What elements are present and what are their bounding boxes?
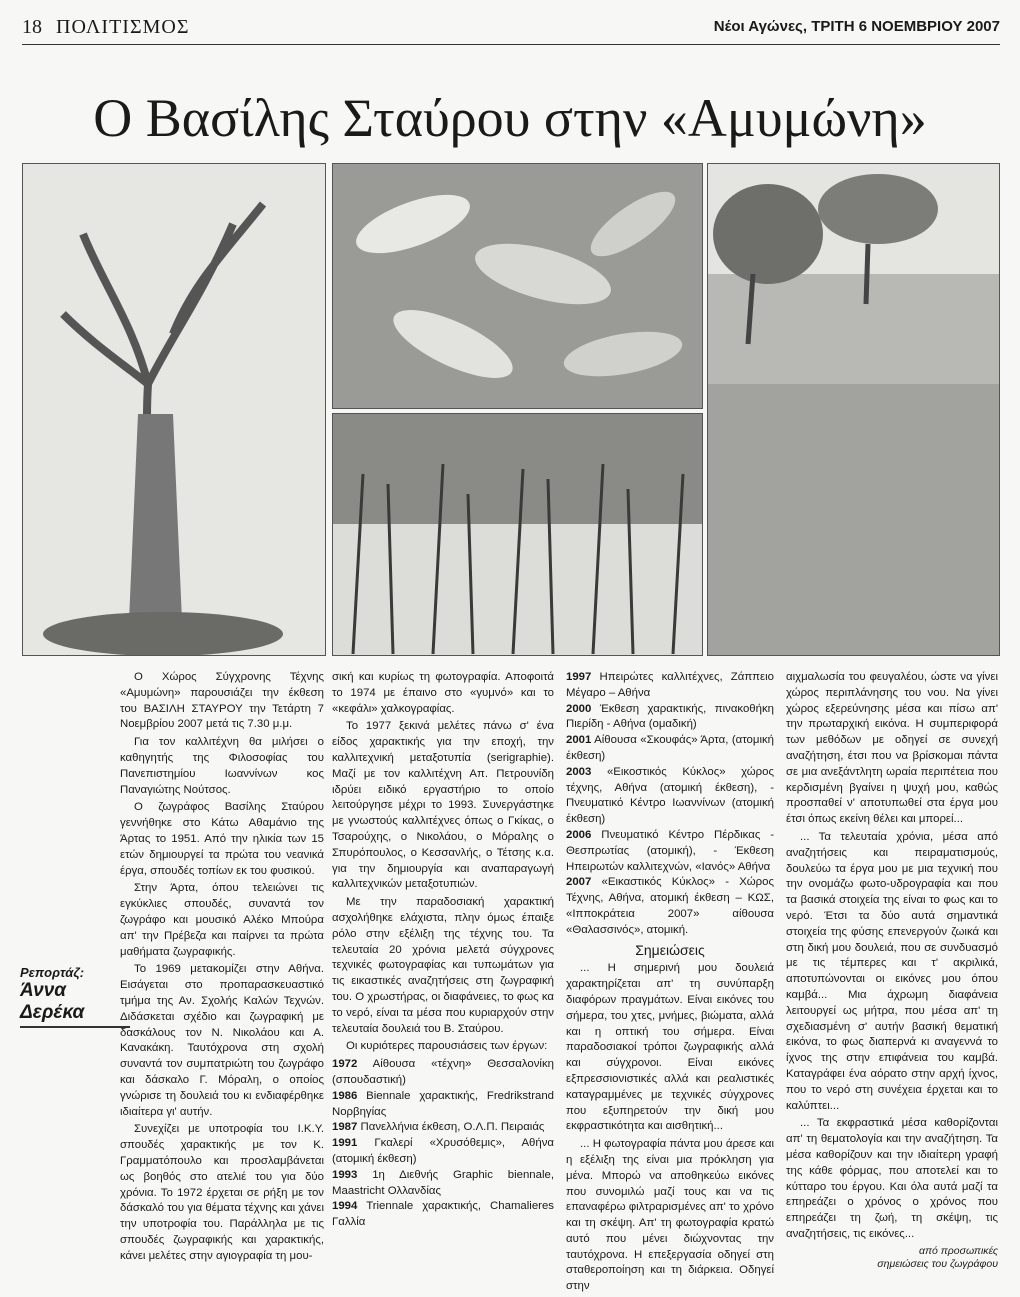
paragraph: ... Η σημερινή μου δουλειά χαρακτηρίζεται απ' τη συνύπαρξη διαφόρων πραγμάτων. Είναι εικόνες του σήμερα, του χτες, μνήμες, βιώματα, αλλά και η οπτική του σήμερα. Είναι παραδοσιακοί τρόποι ζωγραφικής αλλά και σύγχρονοι. Είναι εικόνες εξπρεσσιονιστικές αλλά και ρεαλιστικές καταγραμμένες με τεχνικές σύγχρονες που εξυπηρετούν την δική μου εκφραστικότητα και αισθητική...	[566, 962, 774, 1133]
paragraph: Συνεχίζει με υποτροφία του Ι.Κ.Υ. σπουδές χαρακτικής με τον Κ. Γραμματόπουλο και προσλαμβάνεται ως βοηθός στο ατελιέ του για δύο χρόνια. Το 1972 έρχεται σε ρήξη με τον δάσκαλό του για θέματα τέχνης και χάνει την υποτροφία του. Παράλληλα με τις σπουδές ζωγραφικής και χαρακτικής, κάνει μελέτες στην αγιογραφία τη μου-	[120, 1123, 324, 1262]
headline: Ο Βασίλης Σταύρου στην «Αμυμώνη»	[93, 88, 927, 148]
header-rule	[22, 44, 1000, 45]
list-item: 2006 Πνευματικό Κέντρο Πέρδικας - Θεσπρωτίας (ατομική), - Έκθεση Ηπειρωτών καλλιτεχνών, «Ιανός» Αθήνα	[566, 828, 774, 873]
article-column-1	[22, 670, 324, 1266]
signature-line-1: από προσωπικές	[918, 1244, 998, 1257]
paragraph: Ο ζωγράφος Βασίλης Σταύρου γεννήθηκε στο Κάτω Αθαμάνιο της Άρτας το 1951. Από την ηλικία των 15 ετών δημιουργεί τα πρώτα του νεανικά έργα, σπουδές τοπίων εκ του φυσικού.	[120, 801, 324, 877]
article-column-2	[332, 670, 554, 1231]
tree-painting	[22, 163, 326, 656]
leaves-painting	[332, 163, 703, 409]
list-item: 2007 «Εικαστικός Κύκλος» - Χώρος Τέχνης, Αθήνα, ατομική έκθεση – ΚΩΣ, «Ιπποκράτεια 2007» αίθουσα «Θαλασσινός», ατομική.	[566, 876, 774, 936]
article-column-3	[566, 670, 774, 1297]
page-number: 18	[22, 16, 42, 38]
paragraph: ... Τα εκφραστικά μέσα καθορίζονται απ' τη θεματολογία και την αναζήτηση. Τα μέσα καθορίζουν και την ιδιαίτερη γραφή της κάθε φόρμας, που αποτελεί και το κύτταρο του έργου. Και όλα αυτά μαζί τα επηρεάζει ο χρόνος ο χρόνος που επηρεάζει τη ζωή, τη σκέψη, τις αναζητήσεις, τις εικόνες...	[786, 1117, 998, 1240]
exhibition-list	[566, 670, 774, 939]
exhibition-list	[332, 1057, 554, 1231]
paragraph: Ο Χώρος Σύγχρονης Τέχνης «Αμυμώνη» παρουσιάζει την έκθεση του ΒΑΣΙΛΗ ΣΤΑΥΡΟΥ την Τετάρτη 7 Νοεμβρίου 2007 μετά τις 7.30 μ.μ.	[120, 671, 324, 731]
notes-subheading: Σημειώσεις	[635, 941, 705, 958]
list-item: 1987 Πανελλήνια έκθεση, Ο.Λ.Π. Πειραιάς	[332, 1121, 545, 1134]
paragraph: Για τον καλλιτέχνη θα μιλήσει ο καθηγητής της Φιλοσοφίας του Πανεπιστημίου Ιωαννίνων κος Παναγιώτης Νούτσος.	[120, 736, 324, 796]
list-item: 1972 Αίθουσα «τέχνη» Θεσσαλονίκη (σπουδαστική)	[332, 1058, 554, 1086]
signature-line-2: σημειώσεις του ζωγράφου	[877, 1257, 998, 1270]
paragraph: σική και κυρίως τη φωτογραφία. Αποφοιτά το 1974 με έπαινο στο «γυμνό» και το «κεφάλι» χαλκογραφίας.	[332, 671, 554, 715]
paragraph: ... Η φωτογραφία πάντα μου άρεσε και η εξέλιξη της είναι μια πρόκληση για μένα. Μπορώ να αποθηκεύω εικόνες που συνομιλώ μαζί τους και να τις επαναφέρω φιλτραρισμένες απ' το χρόνο και τη σκέψη. Απ' τη φωτογραφία κρατώ αυτό που μένει διώχνοντας την ταυτόχρονα. Η επεξεργασία οδηγεί στη σταθεροποίηση και τη διάρκεια. Οδηγεί στην	[566, 1138, 774, 1293]
paragraph: Με την παραδοσιακή χαρακτική ασχολήθηκε ελάχιστα, πλην όμως έπαιξε ρόλο στην εξέλιξη της τέχνης του. Τα τελευταία 20 χρόνια μελετά σύγχρονες τεχνικές φωτογραφίας και τυπωμάτων για τις εικαστικές αναζητήσεις στη ζωγραφική του. Ο χρωστήρας, οι διαφάνειες, το φως κα το νερό, είναι τα μέσα που κυριαρχούν στην τελευταία δουλειά του Β. Σταύρου.	[332, 896, 554, 1035]
byline-label: Ρεπορτάζ:	[20, 965, 85, 980]
paragraph: Οι κυριότερες παρουσιάσεις των έργων:	[346, 1040, 548, 1053]
list-item: 1997 Ηπειρώτες καλλιτέχνες, Ζάππειο Μέγαρο – Αθήνα	[566, 671, 774, 699]
list-item: 2003 «Εικοστικός Κύκλος» χώρος τέχνης, Αθήνα (ατομική έκθεση), - Πνευματικό Κέντρο Ιωαννίνων (ατομική έκθεση)	[566, 765, 774, 826]
forest-painting	[332, 413, 703, 656]
paragraph: Στην Άρτα, όπου τελειώνει τις εγκύκλιες σπουδές, συναντά τον ζωγράφο και μουσικό Αλέκο Μπούρα απ' την Πρέβεζα και παίρνει τα πρώτα μαθήματα ζωγραφικής.	[120, 882, 324, 958]
byline-name: Άννα Δερέκα	[20, 980, 130, 1028]
list-item: 1993 1η Διεθνής Graphic biennale, Maastricht Ολλανδίας	[332, 1168, 554, 1197]
paragraph: Το 1969 μετακομίζει στην Αθήνα. Εισάγεται στο προπαρασκευαστικό τμήμα της Αν. Σχολής Καλών Τεχνών. Διδάσκεται σχέδιο και ζωγραφική με δασκάλους τον Ν. Νικολάου και Α. Κανακάκη. Ταυτόχρονα στη σχολή συναντά τον συμπατριώτη του ζωγράφο και δάσκαλο Γ. Μόραλη, ο οποίος γνώρισε τη δουλειά του κι ενδιαφέρθηκε ιδιαίτερα γι' αυτήν.	[120, 963, 324, 1118]
list-item: 1986 Biennale χαρακτικής, Fredrikstrand Νορβηγίας	[332, 1089, 554, 1118]
section-title: ΠΟΛΙΤΙΣΜΟΣ	[56, 16, 190, 38]
paragraph: αιχμαλωσία του φευγαλέου, ώστε να γίνει χώρος περιπλάνησης του νου. Να γίνει χώρος εξερεύνησης μέσα και πίσω απ' την πρωταρχική εικόνα. Η συμπεριφορά των μεθόδων με οδηγεί σε συνεχή αναζήτηση, έτσι που να βρίσκομαι πάντα σε μια ανεξάντλητη ωραία περιπέτεια που κερδισμένη βγαίνει η ψυχή μου, καθώς προσπαθεί ν' αποτυπωθεί στα έργα μου έτσι όπως εκείνη θέλει και μπορεί...	[786, 671, 998, 826]
list-item: 1994 Triennale χαρακτικής, Chamalieres Γαλλία	[332, 1200, 554, 1229]
masthead: Νέοι Αγώνες, ΤΡΙΤΗ 6 ΝΟΕΜΒΡΙΟΥ 2007	[713, 18, 1000, 35]
article-column-4	[786, 670, 998, 1271]
orchard-painting	[707, 163, 1000, 656]
page-header	[22, 12, 1000, 42]
list-item: 2000 Έκθεση χαρακτικής, πινακοθήκη Πιερίδη - Αθήνα (ομαδική)	[566, 702, 774, 731]
paragraph: Το 1977 ξεκινά μελέτες πάνω σ' ένα είδος χαρακτικής για την εποχή, την καλλιτεχνική μεταξοτυπία (serigraphie). Μαζί με τον καλλιτέχνη Απ. Πετρουνίδη ιδρύει ειδικό εργαστήριο το οποίο λειτούργησε μέχρι το 1993. Συνεργάστηκε με γνωστούς καλλιτέχνες όπως ο Γκίκας, ο Τσαρούχης, ο Νικολάου, ο Μόραλης ο Σπυρόπουλος, ο Κεσσανλής, ο Τέτσης κ.α. για την δημιουργία και αναπαραγωγή καλλιτεχνικών μεταξοτυπιών.	[332, 720, 554, 891]
list-item: 2001 Αίθουσα «Σκουφάς» Άρτα, (ατομική έκθεση)	[566, 734, 774, 762]
list-item: 1991 Γκαλερί «Χρυσόθεμις», Αθήνα (ατομική έκθεση)	[332, 1137, 554, 1165]
paragraph: ... Τα τελευταία χρόνια, μέσα από αναζητήσεις και πειραματισμούς, δουλεύω τα έργα μου με μια τεχνική που την ονομάζω φωτο-υδρογραφία και που τα βασικά στοιχεία της είναι το φως και το νερό. Έτσι τα δύο αυτά σημαντικά στοιχεία της φύσης επενεργούν ζωικά και στη δική μου δουλειά, που σε συνδυασμό με τις τέμπερες και τ' ακριλικά, αποτυπώνονται οι εικόνες μου όπου καμβά... Μια άχρωμη διαφάνεια λειτουργεί ως μήτρα, που μέσα απ' τη σχεδιασμένη σ' αυτήν βασική θεματική εικόνα, το φως διαπερνά κι αναγεννά το ίχνος της στην επιφάνεια του καμβά. Καταγράφει ένα αόρατο στην αρχή ίχνος, που το νερό στη συνέχεια έρχεται και το καλύπτει...	[786, 830, 998, 1112]
